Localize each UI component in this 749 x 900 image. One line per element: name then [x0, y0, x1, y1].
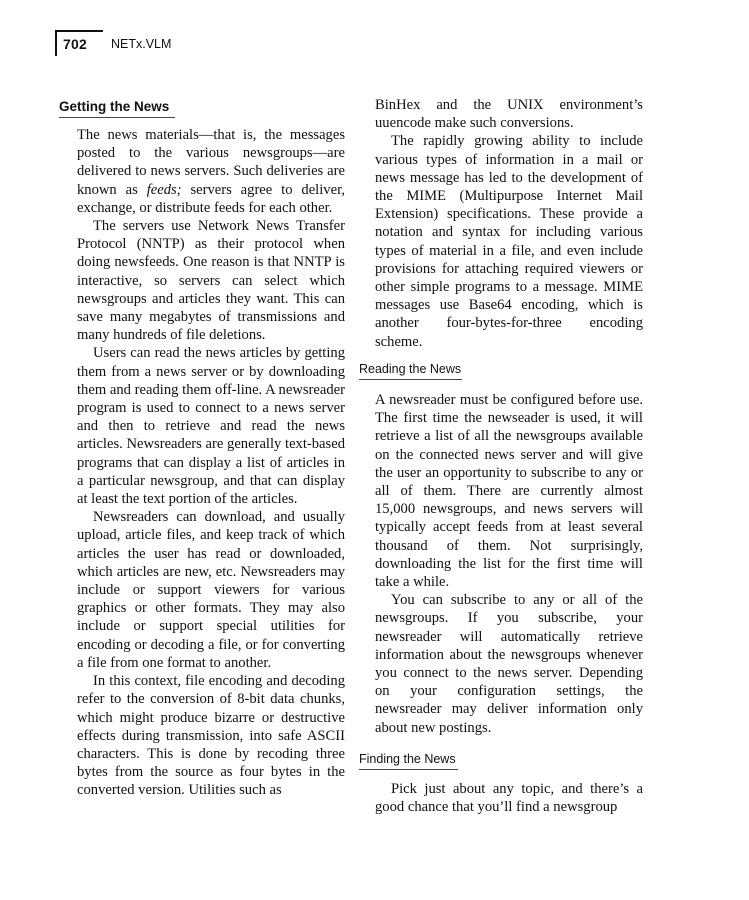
finding-the-news-body — [375, 780, 643, 816]
paragraph: The servers use Network News Transfer Protocol (NNTP) as their protocol when doing newsfeeds. One reason is that NNTP is interactive, so servers can select which newsgroups and articles they want. This can save many megabytes of transmissions and many hundreds of file deletions. — [77, 218, 345, 344]
right-column-top — [375, 96, 643, 351]
paragraph: A newsreader must be configured before use. The first time the newseader is used, it will retrieve a list of all the newsgroups available on the connected news server and will give the user an opportunity to subscribe to any or all of them. There are currently almost 15,000 newsgroups, and news servers will typically accept feeds from at least several thousand of them. Not surprisingly, downloading the list for the first time will take a while. — [375, 392, 643, 591]
reading-the-news-body — [375, 391, 643, 737]
paragraph: The news materials—that is, the messages posted to the various newsgroups—are delivered to news servers. Such deliveries are known as feeds; servers agree to deliver, exchange, or distribute feeds for each other. — [77, 127, 345, 216]
paragraph: Newsreaders can download, and usually upload, article files, and keep track of which articles the user has read or downloaded, which articles are new, etc. Newsreaders may include or support viewers for various graphics or other formats. They may also include or support special utilities for encoding or decoding a file, or for converting a file from one format to another. — [77, 509, 345, 671]
heading-finding-the-news: Finding the News — [359, 752, 458, 770]
running-title: NETx.VLM — [111, 37, 172, 51]
heading-reading-the-news: Reading the News — [359, 362, 462, 380]
paragraph: You can subscribe to any or all of the newsgroups. If you subscribe, your newsreader will automatically retrieve information about the newsgroups whenever you connect to the news server. Depending on your configuration settings, the newsreader may deliver information only about new postings. — [375, 592, 643, 736]
paragraph: Pick just about any topic, and there’s a good chance that you’ll find a newsgroup — [375, 781, 643, 816]
heading-getting-the-news: Getting the News — [59, 99, 175, 118]
paragraph: Users can read the news articles by getting them from a news server or by downloading them and reading them off-line. A newsreader program is used to connect to a news server and then to retrieve and read the news articles. Newsreaders are generally text-based programs that can display a list of articles in a particular newsgroup, and that can display at least the text portion of the articles. — [77, 345, 345, 508]
emphasis-feeds: feeds; — [146, 181, 182, 198]
paragraph: The rapidly growing ability to include various types of information in a mail or news message has led to the development of the MIME (Multipurpose Internet Mail Extension) specifications. These provide a notation and syntax for including various types of material in a file, and even include provisions for attaching required viewers or other simple programs to a message. MIME messages use Base64 encoding, which is another four-bytes-for-three encoding scheme. — [375, 133, 643, 350]
paragraph: In this context, file encoding and decoding refer to the conversion of 8-bit data chunks, which might produce bizarre or destructive effects during transmission, into safe ASCII characters. This is done by recoding three bytes from the source as four bytes in the converted version. Utilities such as — [77, 673, 345, 799]
page-number: 702 — [63, 36, 87, 52]
paragraph: BinHex and the UNIX environment’s uuencode make such conversions. — [375, 97, 643, 132]
left-column — [77, 126, 345, 800]
